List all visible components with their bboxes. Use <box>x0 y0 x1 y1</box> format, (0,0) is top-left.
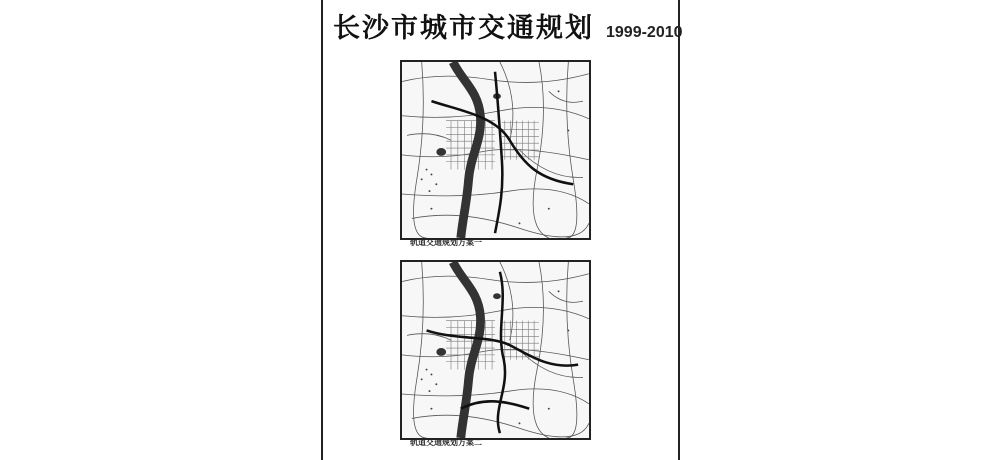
river-shape <box>453 62 481 238</box>
road-line <box>402 349 589 359</box>
map-marker <box>518 222 520 224</box>
lake-shape <box>436 348 446 356</box>
road-line <box>566 262 576 438</box>
map-marker <box>518 422 520 424</box>
page-title <box>333 6 683 44</box>
title-text: 长沙市城市交通规划 <box>333 13 594 44</box>
map-marker <box>548 408 550 410</box>
map-marker <box>421 178 423 180</box>
map-drawing <box>402 262 589 438</box>
road-line <box>402 149 589 159</box>
map-marker <box>426 169 428 171</box>
road-line <box>402 107 589 118</box>
road-line <box>500 62 513 140</box>
map-marker <box>429 190 431 192</box>
transit-map-option-1 <box>400 60 591 240</box>
road-line <box>414 262 427 438</box>
map-marker <box>421 378 423 380</box>
transit-map-option-2 <box>400 260 591 440</box>
road-line <box>407 134 451 141</box>
road-line <box>402 274 589 283</box>
map-marker <box>430 173 432 175</box>
map-marker <box>567 129 569 131</box>
road-line <box>412 415 589 437</box>
road-line <box>549 91 583 102</box>
map-marker <box>430 373 432 375</box>
map-marker <box>548 208 550 210</box>
river-shape <box>453 262 481 438</box>
map-marker <box>430 208 432 210</box>
map-marker <box>429 390 431 392</box>
road-line <box>549 291 583 302</box>
road-line <box>402 307 589 318</box>
transit-line <box>461 401 529 408</box>
map-drawing <box>402 62 589 238</box>
lake-shape <box>436 148 446 156</box>
title-years: 1999-2010 <box>606 24 683 41</box>
road-line <box>412 215 589 237</box>
map-marker <box>558 90 560 92</box>
map-marker <box>567 329 569 331</box>
map-marker <box>558 290 560 292</box>
map-caption-2: 轨道交通规划方案二 <box>410 438 482 447</box>
map-marker <box>430 408 432 410</box>
lake-shape <box>493 293 501 299</box>
road-line <box>566 62 576 238</box>
map-marker <box>426 369 428 371</box>
map-marker <box>435 183 437 185</box>
map-marker <box>435 383 437 385</box>
map-caption-1: 轨道交通规划方案一 <box>410 238 482 247</box>
road-line <box>414 62 427 238</box>
